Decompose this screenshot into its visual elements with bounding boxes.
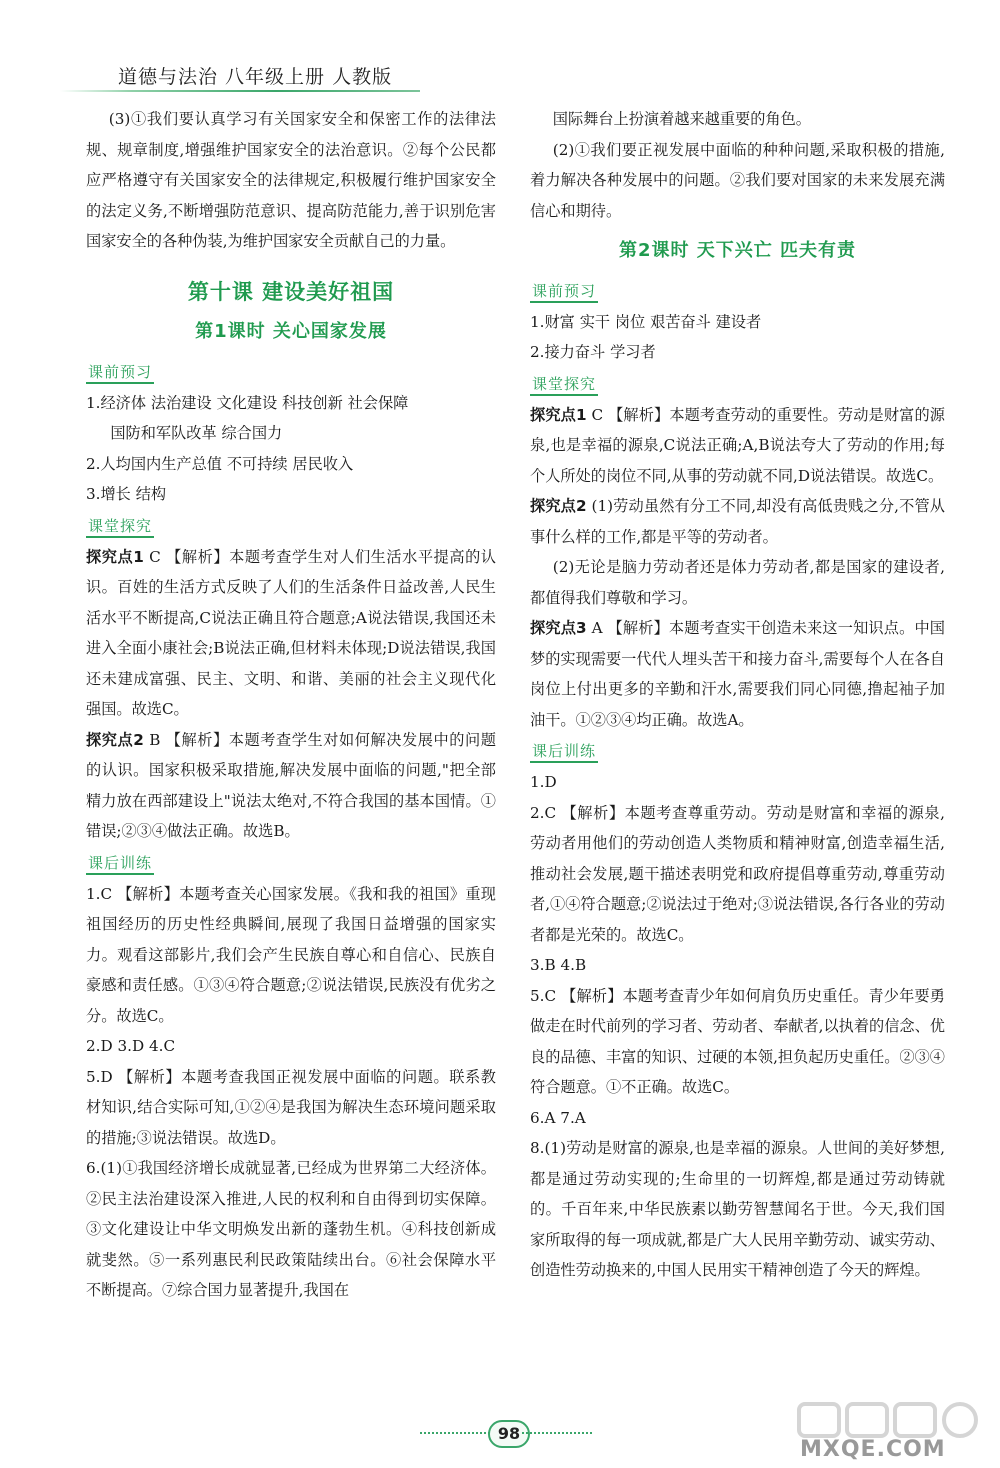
answer-6: 6.(1)①我国经济增长成就显著,已经成为世界第二大经济体。②民主法治建设深入推进,人民的权利和自由得到切实保障。③文化建设让中华文明焕发出新的蓬勃生机。④科技创新成就斐然。⑤一系列惠民利民政策陆续出台。⑥社会保障水平不断提高。⑦综合国力显著提升,我国在 [86, 1159, 496, 1299]
answer-6-cont: 国际舞台上扮演着越来越重要的角色。 [552, 110, 811, 128]
explore-point-1 [530, 400, 945, 492]
explore-point-text: C 【解析】本题考查劳动的重要性。劳动是财富的源泉,也是幸福的源泉,C说法正确;A,B说法夸大了劳动的作用;每个人所处的岗位不同,从事的劳动就不同,D说法错误。故选C。 [530, 405, 945, 485]
preview-item-2: 2.人均国内生产总值 不可持续 居民收入 [86, 454, 354, 473]
answer-5: 5.D 【解析】本题考查我国正视发展中面临的问题。联系教材知识,结合实际可知,①②④是我国为解决生态环境问题采取的措施;③说法错误。故选D。 [86, 1067, 496, 1147]
preview-item-1: 1.经济体 法治建设 文化建设 科技创新 社会保障 [86, 393, 409, 412]
explore-point-3 [530, 613, 945, 735]
preview-item-3: 3.增长 结构 [86, 485, 167, 503]
book-header-title: 道德与法治 八年级上册 人教版 [118, 66, 393, 88]
header-divider [60, 90, 420, 92]
footer-dots-right [522, 1432, 592, 1434]
preview-item-2: 2.接力奋斗 学习者 [530, 343, 656, 361]
answer-2: 2.C 【解析】本题考查尊重劳动。劳动是财富和幸福的源泉,劳动者用他们的劳动创造人类物质和精神财富,创造幸福生活,推动社会发展,题干描述表明党和政府提倡尊重劳动,尊重劳动者,①④符合题意;②说法过于绝对;③说法错误,各行各业的劳动者都是光荣的。故选C。 [530, 803, 945, 944]
right-column [530, 104, 945, 1286]
section-explore-label: 课堂探究 [530, 374, 598, 396]
section-explore-label: 课堂探究 [86, 516, 154, 538]
answer-1: 1.D [530, 773, 557, 791]
preview-item-1-cont: 国防和军队改革 综合国力 [110, 424, 283, 442]
explore-point-2 [530, 491, 945, 552]
section-after-label: 课后训练 [86, 853, 154, 875]
page-number: 98 [488, 1420, 530, 1448]
explore-point-1 [86, 542, 496, 725]
explore-point-text: A 【解析】本题考查实干创造未来这一知识点。中国梦的实现需要一代代人埋头苦干和接力奋斗,需要每个人在各自岗位上付出更多的辛勤和汗水,需要我们同心同德,撸起袖子加油干。①②③④均正确。故选A。 [530, 619, 945, 729]
footer-dots-left [420, 1432, 490, 1434]
answer-8: 8.(1)劳动是财富的源泉,也是幸福的源泉。人世间的美好梦想,都是通过劳动实现的;生命里的一切辉煌,都是通过劳动铸就的。千百年来,中华民族素以勤劳智慧闻名于世。今天,我们国家所取得的每一项成就,都是广大人民用辛勤劳动、诚实劳动、创造性劳动换来的,中国人民用实干精神创造了今天的辉煌。 [530, 1139, 945, 1279]
explore-point-label: 探究点3 [530, 619, 587, 637]
answer-1: 1.C 【解析】本题考查关心国家发展。《我和我的祖国》重现祖国经历的历史性经典瞬间,展现了我国日益增强的国家实力。观看这部影片,我们会产生民族自尊心和自信心、民族自豪感和责任感。①③④符合题意;②说法错误,民族没有优劣之分。故选C。 [86, 884, 496, 1025]
explore-point-text: (1)劳动虽然有分工不同,却没有高低贵贱之分,不管从事什么样的工作,都是平等的劳动者。 [530, 497, 945, 546]
answer-5: 5.C 【解析】本题考查青少年如何肩负历史重任。青少年要勇做走在时代前列的学习者、劳动者、奉献者,以执着的信念、优良的品德、丰富的知识、过硬的本领,担负起历史重任。②③④符合题意。①不正确。故选C。 [530, 986, 945, 1096]
section-preview-label: 课前预习 [530, 281, 598, 303]
explore-point-2-part2: (2)无论是脑力劳动者还是体力劳动者,都是国家的建设者,都值得我们尊敬和学习。 [530, 558, 945, 607]
explore-point-text: B 【解析】本题考查学生对如何解决发展中的问题的认识。国家积极采取措施,解决发展中面临的问题,"把全部精力放在西部建设上"说法太绝对,不符合我国的基本国情。①错误;②③④做法正确。故选B。 [86, 730, 496, 840]
left-column [86, 104, 496, 1306]
class2-title: 第2课时 天下兴亡 匹夫有责 [618, 240, 857, 261]
class1-title: 第1课时 关心国家发展 [195, 321, 387, 342]
explore-point-2 [86, 725, 496, 847]
explore-point-text: C 【解析】本题考查学生对人们生活水平提高的认识。百姓的生活方式反映了人们的生活条件日益改善,人民生活水平不断提高,C说法正确且符合题意;A说法错误,我国还未进入全面小康社会;B说法正确,但材料未体现;D说法错误,我国还未建成富强、民主、文明、和谐、美丽的社会主义现代化强国。故选C。 [86, 547, 496, 718]
lesson-title: 第十课 建设美好祖国 [187, 279, 395, 304]
answer-3-4: 3.B 4.B [530, 956, 587, 974]
answer-6-7: 6.A 7.A [530, 1108, 586, 1127]
section-preview-label: 课前预习 [86, 362, 154, 384]
watermark-text: MXQE.COM [800, 1437, 946, 1462]
answer-2-4: 2.D 3.D 4.C [86, 1037, 176, 1055]
intro-paragraph: (3)①我们要认真学习有关国家安全和保密工作的法律法规、规章制度,增强维护国家安全的法治意识。②每个公民都应严格遵守有关国家安全的法律规定,积极履行维护国家安全的法定义务,不断增强防范意识、提高防范能力,善于识别危害国家安全的各种伪装,为维护国家安全贡献自己的力量。 [86, 110, 496, 250]
section-after-label: 课后训练 [530, 741, 598, 763]
explore-point-label: 探究点1 [86, 547, 144, 566]
explore-point-label: 探究点1 [530, 405, 587, 424]
answer-6-part2: (2)①我们要正视发展中面临的种种问题,采取积极的措施,着力解决各种发展中的问题。②我们要对国家的未来发展充满信心和期待。 [530, 140, 945, 220]
preview-item-1: 1.财富 实干 岗位 艰苦奋斗 建设者 [530, 312, 762, 331]
explore-point-label: 探究点2 [86, 730, 144, 749]
explore-point-label: 探究点2 [530, 497, 587, 515]
